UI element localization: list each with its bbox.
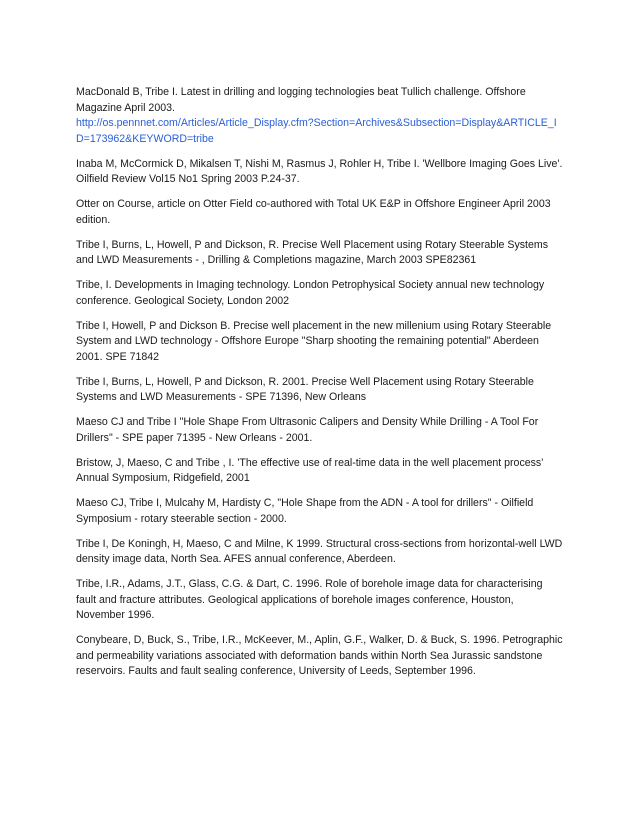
reference-item [76,238,564,269]
reference-item [76,375,564,406]
reference-text: MacDonald B, Tribe I. Latest in drilling and logging technologies beat Tullich challenge. Offshore Magazine April 2003. [76,86,526,114]
reference-list [76,85,564,689]
reference-item [76,85,564,147]
reference-text: Otter on Course, article on Otter Field co-authored with Total UK E&P in Offshore Engineer April 2003 edition. [76,198,551,226]
reference-item [76,577,564,624]
reference-text: Tribe, I. Developments in Imaging technology. London Petrophysical Society annual new technology conference. Geological Society, London 2002 [76,279,545,307]
reference-item [76,157,564,188]
reference-text: Tribe I, Burns, L, Howell, P and Dickson, R. Precise Well Placement using Rotary Steerable Systems and LWD Measurements - , Drilling & Completions magazine, March 2003 SPE82361 [76,238,549,266]
reference-link[interactable]: http://os.pennnet.com/Articles/Article_Display.cfm?Section=Archives&Subsection=Display&ARTICLE_ID=173962&KEYWORD=tribe [76,117,557,145]
reference-item [76,278,564,309]
reference-text: Conybeare, D, Buck, S., Tribe, I.R., McKeever, M., Aplin, G.F., Walker, D. & Buck, S. 1996. Petrographic and permeability variations associated with deformation bands within North Sea Jurassic sandstone reservoirs. Faults and fault sealing conference, University of Leeds, September 1996. [76,634,563,677]
reference-text: Inaba M, McCormick D, Mikalsen T, Nishi M, Rasmus J, Rohler H, Tribe I. 'Wellbore Imaging Goes Live'. Oilfield Review Vol15 No1 Spring 2003 P.24-37. [76,157,563,185]
reference-item [76,456,564,487]
reference-item [76,415,564,446]
reference-item [76,197,564,228]
reference-text: Maeso CJ, Tribe I, Mulcahy M, Hardisty C, "Hole Shape from the ADN - A tool for drillers" - Oilfield Symposium - rotary steerable section - 2000. [76,497,534,525]
reference-item [76,496,564,527]
reference-text: Tribe I, De Koningh, H, Maeso, C and Milne, K 1999. Structural cross-sections from horizontal-well LWD density image data, North Sea. AFES annual conference, Aberdeen. [76,537,563,565]
reference-text: Tribe, I.R., Adams, J.T., Glass, C.G. & Dart, C. 1996. Role of borehole image data for characterising fault and fracture attributes. Geological applications of borehole images conference, Houston, November 1996. [76,578,543,621]
reference-text: Maeso CJ and Tribe I "Hole Shape From Ultrasonic Calipers and Density While Drilling - A Tool For Drillers" - SPE paper 71395 - New Orleans - 2001. [76,416,539,444]
reference-item [76,537,564,568]
reference-item [76,319,564,366]
reference-item [76,633,564,680]
reference-text: Bristow, J, Maeso, C and Tribe , I. 'The effective use of real-time data in the well placement process' Annual Symposium, Ridgefield, 2001 [76,456,544,484]
reference-text: Tribe I, Burns, L, Howell, P and Dickson, R. 2001. Precise Well Placement using Rotary Steerable Systems and LWD Measurements - SPE 71396, New Orleans [76,375,534,403]
reference-text: Tribe I, Howell, P and Dickson B. Precise well placement in the new millenium using Rotary Steerable System and LWD technology - Offshore Europe "Sharp shooting the remaining potential" Aberdeen 2001. SPE 71842 [76,319,552,363]
